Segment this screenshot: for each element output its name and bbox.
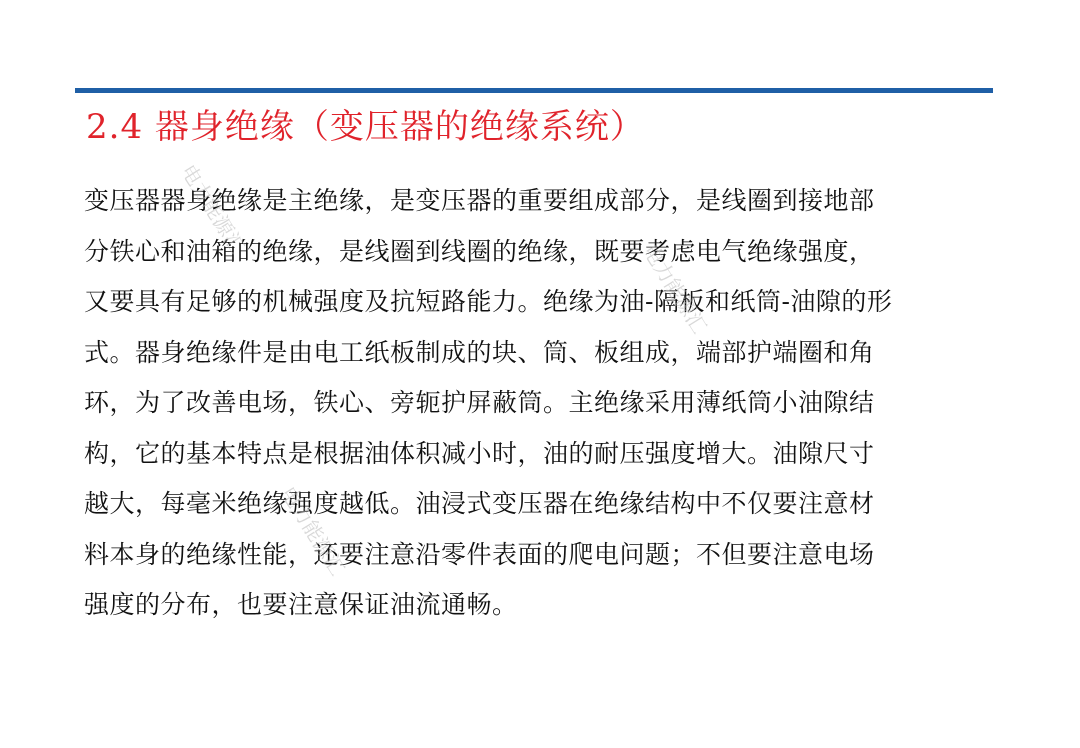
- body-line: 环，为了改善电场，铁心、旁轭护屏蔽筒。主绝缘采用薄纸筒小油隙结: [84, 388, 875, 417]
- header-rule: [75, 88, 993, 93]
- body-line: 构，它的基本特点是根据油体积减小时，油的耐压强度增大。油隙尺寸: [84, 438, 875, 468]
- body-line: 式。器身绝缘件是由电工纸板制成的块、筒、板组成，端部护端圈和角: [84, 337, 875, 367]
- body-paragraph: [84, 176, 974, 631]
- body-line: 越大，每毫米绝缘强度越低。油浸式变压器在绝缘结构中不仅要注意材: [84, 489, 875, 518]
- body-line: 又要具有足够的机械强度及抗短路能力。绝缘为油-隔板和纸筒-油隙的形: [84, 287, 893, 316]
- body-line: 强度的分布，也要注意保证油流通畅。: [84, 590, 518, 619]
- body-line: 分铁心和油箱的绝缘，是线圈到线圈的绝缘，既要考虑电气绝缘强度，: [84, 236, 875, 266]
- watermark: 电力能源汇: [176, 160, 250, 258]
- watermark: 电力能源汇: [276, 482, 350, 580]
- watermark: 电力能源汇: [638, 240, 712, 338]
- body-line: 变压器器身绝缘是主绝缘，是变压器的重要组成部分，是线圈到接地部: [84, 186, 875, 215]
- body-line: 料本身的绝缘性能，还要注意沿零件表面的爬电问题；不但要注意电场: [84, 539, 875, 569]
- slide-title: 2.4 器身绝缘（变压器的绝缘系统）: [86, 107, 645, 147]
